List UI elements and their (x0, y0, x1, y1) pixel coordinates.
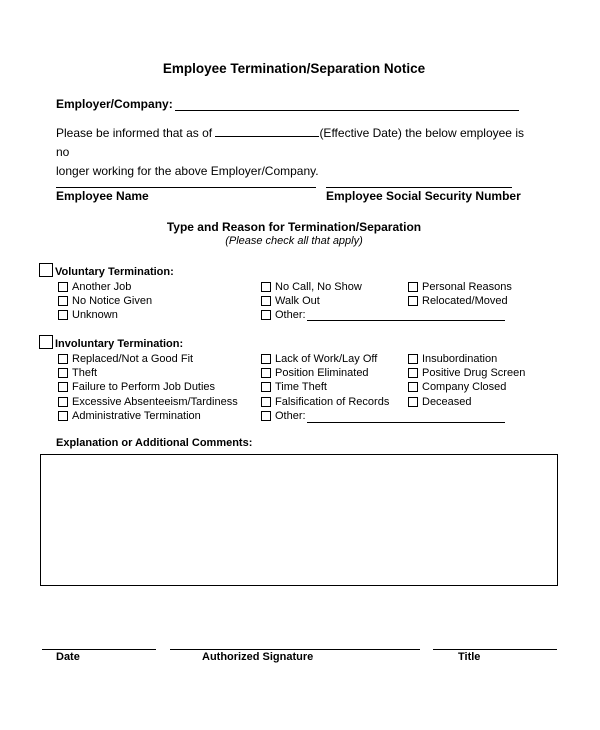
option-deceased: Deceased (422, 396, 472, 408)
option-company-closed: Company Closed (422, 381, 507, 393)
checkbox-absenteeism[interactable] (58, 397, 68, 407)
option-personal: Personal Reasons (422, 281, 512, 293)
option-falsification: Falsification of Records (275, 396, 390, 408)
option-no-notice: No Notice Given (72, 295, 153, 307)
checkbox-time-theft[interactable] (261, 382, 271, 392)
title-signature-field[interactable] (433, 649, 557, 650)
involuntary-checkbox[interactable] (39, 335, 53, 349)
checkbox-company-closed[interactable] (408, 382, 418, 392)
checkbox-lack-of-work[interactable] (261, 354, 271, 364)
option-relocated: Relocated/Moved (422, 295, 508, 307)
form-title: Employee Termination/Separation Notice (162, 61, 426, 76)
checkbox-failure[interactable] (58, 382, 68, 392)
checkbox-falsification[interactable] (261, 397, 271, 407)
checkbox-another-job[interactable] (58, 282, 68, 292)
option-invol-other: Other: (275, 410, 306, 422)
checkbox-position-eliminated[interactable] (261, 368, 271, 378)
checkbox-drug-screen[interactable] (408, 368, 418, 378)
authorized-signature-label: Authorized Signature (202, 651, 314, 663)
intro-text-2: (Effective Date) the below employee is no (56, 126, 524, 159)
option-time-theft: Time Theft (275, 381, 327, 393)
checkbox-insubordination[interactable] (408, 354, 418, 364)
intro-text-1: Please be informed that as of (56, 126, 213, 140)
option-no-call: No Call, No Show (275, 281, 362, 293)
title-label: Title (458, 651, 481, 663)
checkbox-personal[interactable] (408, 282, 418, 292)
option-insubordination: Insubordination (422, 353, 498, 365)
option-vol-other: Other: (275, 309, 306, 321)
intro-paragraph (56, 124, 536, 181)
checkbox-unknown[interactable] (58, 310, 68, 320)
option-lack-of-work: Lack of Work/Lay Off (275, 353, 378, 365)
effective-date-field[interactable] (215, 125, 319, 137)
option-unknown: Unknown (72, 309, 118, 321)
checkbox-relocated[interactable] (408, 296, 418, 306)
checkbox-administrative[interactable] (58, 411, 68, 421)
checkbox-no-notice[interactable] (58, 296, 68, 306)
option-another-job: Another Job (72, 281, 132, 293)
option-drug-screen: Positive Drug Screen (422, 367, 526, 379)
checkbox-invol-other[interactable] (261, 411, 271, 421)
option-failure: Failure to Perform Job Duties (72, 381, 216, 393)
employer-label: Employer/Company: (56, 97, 173, 111)
option-replaced: Replaced/Not a Good Fit (72, 353, 194, 365)
employer-field[interactable] (175, 110, 519, 111)
option-absenteeism: Excessive Absenteeism/Tardiness (72, 396, 238, 408)
checkbox-walk-out[interactable] (261, 296, 271, 306)
authorized-signature-field[interactable] (170, 649, 420, 650)
intro-text-3: longer working for the above Employer/Company. (56, 164, 319, 178)
comments-textbox[interactable] (40, 454, 558, 586)
voluntary-label: Voluntary Termination: (55, 266, 174, 278)
type-heading: Type and Reason for Termination/Separation (166, 220, 422, 234)
checkbox-deceased[interactable] (408, 397, 418, 407)
checkbox-no-call[interactable] (261, 282, 271, 292)
checkbox-theft[interactable] (58, 368, 68, 378)
type-subheading: (Please check all that apply) (225, 235, 363, 247)
date-signature-field[interactable] (42, 649, 156, 650)
ssn-label: Employee Social Security Number (326, 189, 521, 203)
option-walk-out: Walk Out (275, 295, 320, 307)
date-label: Date (56, 651, 80, 663)
option-theft: Theft (72, 367, 98, 379)
employee-name-field[interactable] (56, 187, 316, 188)
option-position-eliminated: Position Eliminated (275, 367, 369, 379)
employee-name-label: Employee Name (56, 189, 149, 203)
invol-other-field[interactable] (307, 422, 505, 423)
checkbox-replaced[interactable] (58, 354, 68, 364)
voluntary-checkbox[interactable] (39, 263, 53, 277)
comments-label: Explanation or Additional Comments: (56, 437, 253, 449)
checkbox-vol-other[interactable] (261, 310, 271, 320)
ssn-field[interactable] (326, 187, 512, 188)
vol-other-field[interactable] (307, 320, 505, 321)
involuntary-label: Involuntary Termination: (55, 338, 184, 350)
option-administrative: Administrative Termination (72, 410, 201, 422)
